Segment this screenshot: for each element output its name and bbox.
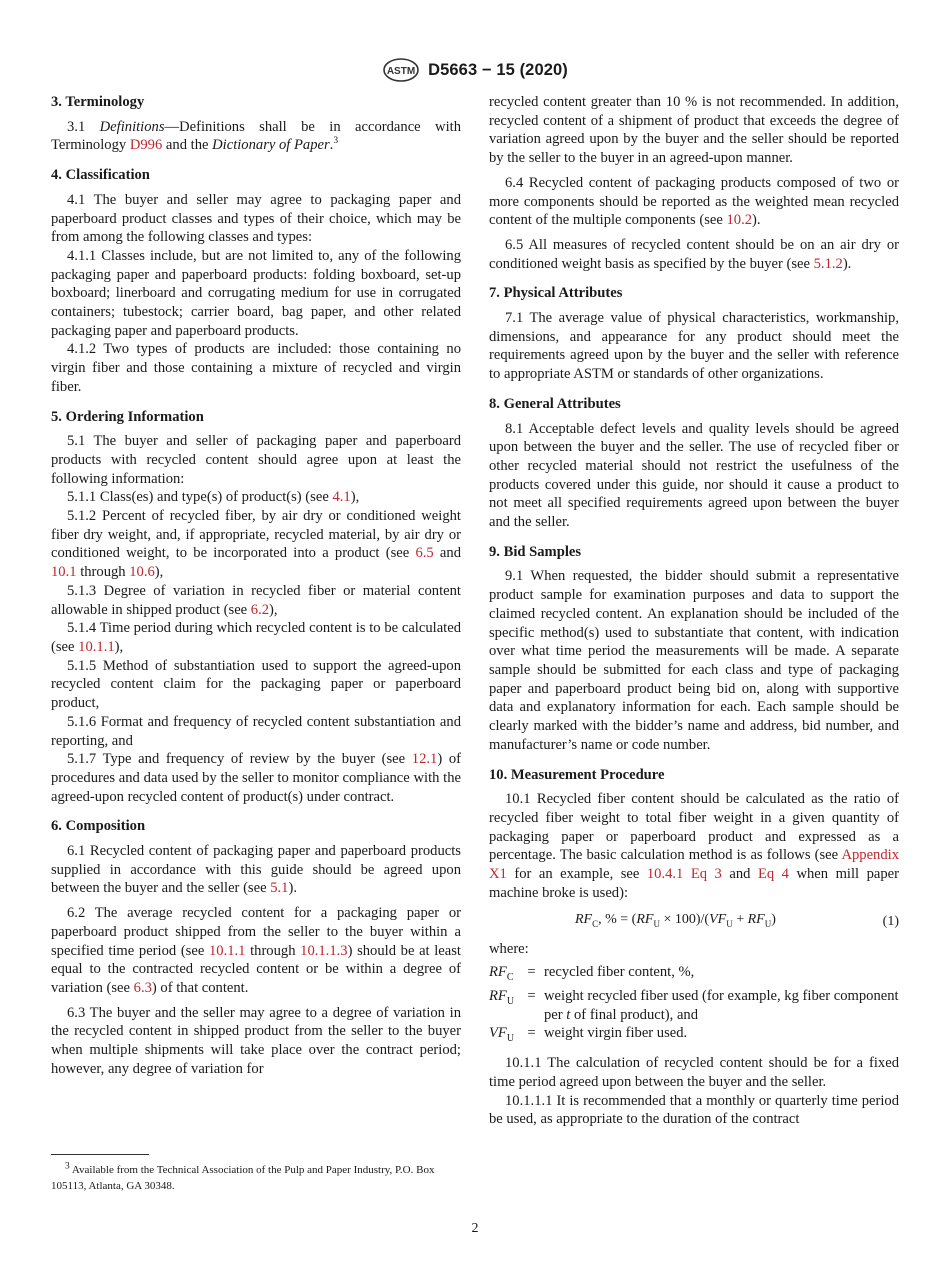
ref-appendix-x1[interactable]: Appendix X1	[489, 847, 899, 883]
footnote-divider	[51, 1154, 149, 1155]
footnote: $^3$ Available from the Technical Association of the Pulp and Paper Industry, P.O. Box 105113, Atlanta, GA 30348.	[51, 1161, 435, 1192]
para-10-1: 10.1 Recycled fiber content should be calculated as the ratio of recycled fiber weight to total fiber weight in a given quantity of packaging paper or paperboard product and expressed as a percentage. The basic calculation method is as follows (see Appendix X1 for an example, see 10.4.1 Eq 3 and Eq 4 when mill paper machine broke is used):	[489, 791, 899, 901]
ref-10-1-1[interactable]: 10.1.1	[78, 638, 115, 655]
section-7-title: 7. Physical Attributes	[489, 285, 623, 302]
para-6-1: 6.1 Recycled content of packaging paper and paperboard products supplied in accordance with this guide should be agreed upon between the buyer and the seller (see 5.1).	[51, 843, 461, 897]
footnote-marker[interactable]: 3	[333, 136, 339, 147]
para-6-3-continued: recycled content greater than 10 % is not recommended. In addition, recycled content of a shipment of product that exceeds the degree of variation agreed upon by the buyer and the seller should be reported by the seller to the buyer in an agreed-upon manner.	[489, 94, 899, 167]
para-5-1-6: 5.1.6 Format and frequency of recycled content substantiation and reporting, and	[51, 713, 461, 749]
ref-5-1-2[interactable]: 5.1.2	[813, 255, 843, 272]
para-5-1-2: 5.1.2 Percent of recycled fiber, by air dry or conditioned weight fiber dry weight, and, if appropriate, recycled material, by air dry or conditioned weight, to be incorporated into a product (see 6.5 and 10.1 through 10.6),	[51, 508, 461, 581]
equation-1-expression: $RF_C$, % = $(RF_U \times 100)/(VF_U + RF_U)$	[575, 912, 776, 929]
section-10-title: 10. Measurement Procedure	[489, 766, 665, 783]
section-5-title: 5. Ordering Information	[51, 408, 204, 425]
right-column	[489, 93, 899, 1129]
definition-list	[489, 963, 899, 1048]
section-8-title: 8. General Attributes	[489, 395, 621, 412]
para-6-4: 6.4 Recycled content of packaging products composed of two or more components should be reported as the weighted mean recycled content of the multiple components (see 10.2).	[489, 174, 899, 229]
definition-item: $RF_C$ = recycled fiber content, %,	[489, 964, 695, 984]
para-4-1: 4.1 The buyer and seller may agree to packaging paper and paperboard product classes and types of their choice, which may be from among the following classes and types:	[51, 191, 461, 246]
section-4-title: 4. Classification	[51, 167, 150, 184]
where-label: where:	[489, 941, 529, 958]
page-number: 2	[471, 1221, 479, 1236]
definition-item: $RF_U$ = weight recycled fiber used (for example, kg fiber component per t of final product), and	[489, 988, 899, 1023]
para-5-1-4: 5.1.4 Time period during which recycled content is to be calculated (see 10.1.1),	[51, 620, 461, 655]
ref-6-5[interactable]: 6.5	[415, 545, 434, 562]
para-5-1-3: 5.1.3 Degree of variation in recycled fiber or material content allowable in shipped product (see 6.2),	[51, 582, 461, 618]
para-8-1: 8.1 Acceptable defect levels and quality levels should be agreed upon between the buyer and the seller. The use of recycled fiber or other recycled material should not restrict the usefulness of the products covered under this guide, nor should it cause a product to not meet all specified requirements agreed upon between the buyer and the seller.	[489, 420, 899, 531]
svg-text:ASTM: ASTM	[386, 66, 416, 77]
para-3-1: 3.1 Definitions—Definitions shall be in accordance with Terminology D996 and the Dictionary of Paper.$^3$	[51, 118, 462, 154]
ref-4-1[interactable]: 4.1	[332, 489, 351, 506]
para-5-1-5: 5.1.5 Method of substantiation used to support the agreed-upon recycled content claim for the packaging paper or paperboard product,	[51, 657, 461, 712]
astm-logo-icon	[382, 58, 420, 82]
para-4-1-2: 4.1.2 Two types of products are included: those containing no virgin fiber and those containing a mixture of recycled and virgin fiber.	[51, 341, 461, 395]
definition-item: $VF_U$ = weight virgin fiber used.	[489, 1024, 688, 1044]
para-6-2: 6.2 The average recycled content for a packaging paper or paperboard product shipped from the seller to the buyer within a specified time period (see 10.1.1 through 10.1.1.3) should be at least equal to the contracted recycled content or be within a degree of variation (see 6.3) of that content.	[51, 905, 461, 996]
document-code: D5663 − 15 (2020)	[428, 60, 568, 79]
ref-10-6[interactable]: 10.6	[129, 564, 155, 581]
left-column	[51, 93, 461, 1078]
ref-10-1[interactable]: 10.1	[51, 564, 77, 581]
ref-eq-4[interactable]: Eq 4	[757, 866, 789, 883]
para-6-3: 6.3 The buyer and the seller may agree to a degree of variation in the recycled content in shipped product from the seller to the buyer when multiple shipments will take place over the contract period; however, any degree of variation for	[51, 1004, 461, 1077]
ref-6-2[interactable]: 6.2	[250, 601, 270, 618]
section-9-title: 9. Bid Samples	[489, 543, 582, 560]
ref-5-1[interactable]: 5.1	[270, 880, 289, 897]
para-4-1-1: 4.1.1 Classes include, but are not limited to, any of the following packaging paper and paperboard products: folding boxboard, set-up boxboard; linerboard and corrugating medium for use in corrugated containers; tubestock; carrier board, bag paper, and other related packaging paper and paperboard products.	[51, 247, 461, 339]
para-9-1: 9.1 When requested, the bidder should submit a representative product sample for examination purposes and data to support the claimed recycled content. An explanation should be included of the specific method(s) used to substantiate that content, with indication over what time period the measurements will be made. A separate sample should be submitted for each class and type of packaging paper and paperboard product being bid on, along with supportive data and explanatory information for each. Each sample should be clearly marked with the bidder’s name and address, bid number, and manufacturer’s name or code number.	[489, 568, 899, 753]
ref-10-4-1-eq-3[interactable]: 10.4.1 Eq 3	[646, 866, 722, 883]
section-3-title: 3. Terminology	[51, 94, 145, 110]
equation-1	[489, 912, 899, 932]
para-10-1-1-1: 10.1.1.1 It is recommended that a monthly or quarterly time period be used, as appropriate to the duration of the contract	[489, 1092, 899, 1128]
section-6-title: 6. Composition	[51, 818, 146, 835]
ref-10-1-1-3[interactable]: 10.1.1.3	[300, 942, 348, 959]
ref-d996[interactable]: D996	[129, 137, 163, 154]
equation-number: (1)	[882, 914, 899, 930]
para-5-1-7: 5.1.7 Type and frequency of review by the buyer (see 12.1) of procedures and data used by the seller to monitor compliance with the agreed-upon recycled content of product(s) under contract.	[51, 751, 461, 805]
ref-12-1[interactable]: 12.1	[411, 751, 438, 768]
para-6-5: 6.5 All measures of recycled content should be on an air dry or conditioned weight basis as specified by the buyer (see 5.1.2).	[489, 236, 899, 272]
para-5-1: 5.1 The buyer and seller of packaging paper and paperboard products with recycled content should agree upon at least the following information:	[51, 433, 461, 487]
ref-10-2[interactable]: 10.2	[726, 212, 753, 229]
para-5-1-1: 5.1.1 Class(es) and type(s) of product(s) (see 4.1),	[67, 489, 360, 506]
para-7-1: 7.1 The average value of physical characteristics, workmanship, dimensions, and appearance for any product should meet the requirements agreed upon by the buyer and the seller with reference to appropriate ASTM or standards of other organizations.	[489, 310, 899, 383]
ref-6-3[interactable]: 6.3	[133, 979, 152, 996]
ref-10-1-1[interactable]: 10.1.1	[208, 942, 246, 959]
para-10-1-1: 10.1.1 The calculation of recycled content should be for a fixed time period agreed upon between the buyer and the seller.	[489, 1055, 899, 1090]
page-header	[0, 58, 950, 82]
